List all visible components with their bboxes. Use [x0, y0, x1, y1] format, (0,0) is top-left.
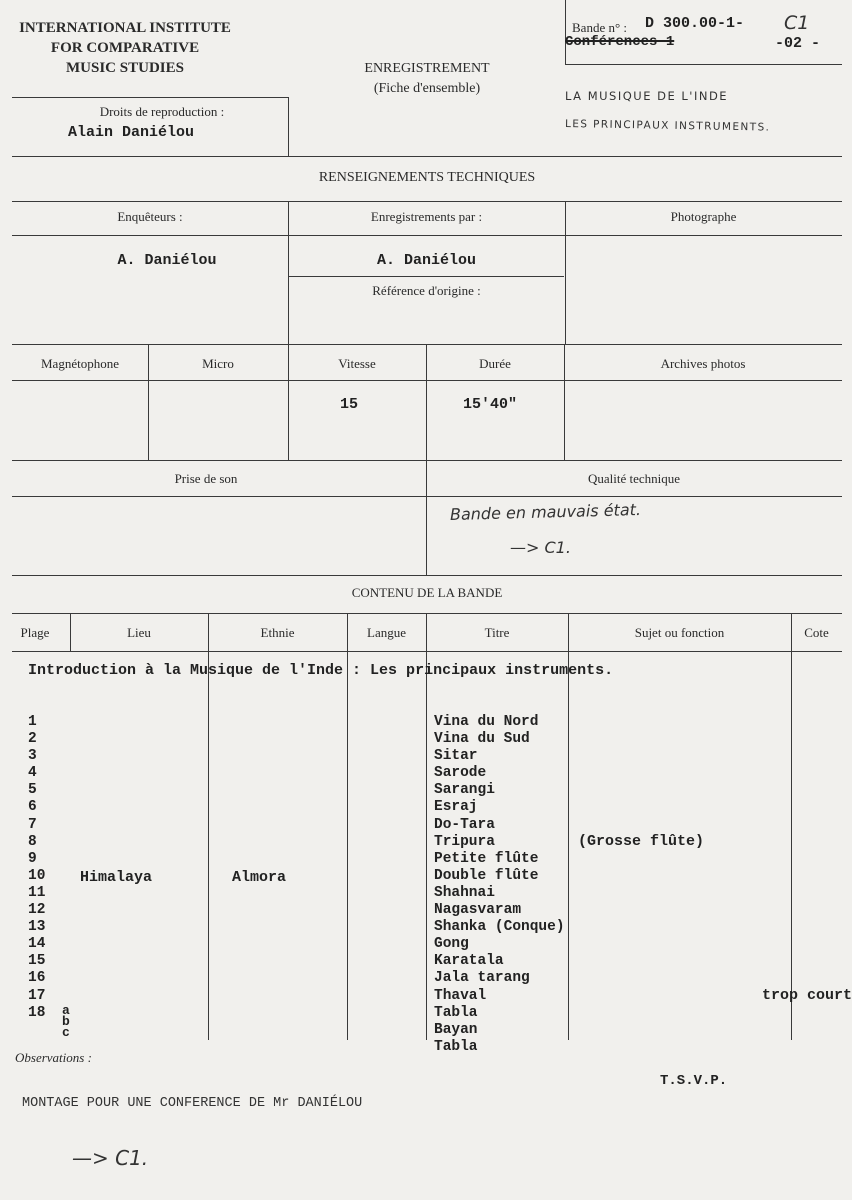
titre-item: Double flûte	[434, 867, 539, 884]
divider	[12, 575, 842, 576]
enqueteurs-label: Enquêteurs :	[117, 209, 183, 224]
institute-line-2: FOR COMPARATIVE	[50, 40, 200, 56]
plage-number: 12	[28, 902, 46, 919]
ethnie-value: Almora	[232, 869, 287, 886]
observations-text: MONTAGE POUR UNE CONFERENCE DE Mr DANIÉLOU	[22, 1096, 363, 1111]
divider	[289, 276, 564, 277]
rights-value: Alain Daniélou	[68, 124, 195, 141]
vitesse-label: Vitesse	[338, 356, 376, 371]
titre-item: Vina du Sud	[434, 731, 530, 748]
titre-item: Thaval	[434, 987, 487, 1004]
bande-box-bottom-border	[565, 64, 842, 65]
col-header-plage: Plage	[20, 625, 50, 640]
handwritten-title-line-2: LES PRINCIPAUX INSTRUMENTS.	[564, 118, 771, 134]
enqueteurs-value: A. Daniélou	[117, 252, 217, 269]
qualite-note: Bande en mauvais état.	[449, 500, 642, 524]
bande-label: Bande n° :	[572, 20, 628, 35]
divider	[12, 380, 842, 381]
qualite-technique-label: Qualité technique	[587, 471, 681, 486]
plage-sub-letters	[62, 1005, 70, 1038]
plage-number: 11	[28, 884, 46, 901]
bande-struck-text: Conférences-1	[565, 34, 675, 50]
plage-numbers	[28, 714, 45, 1022]
plage-number: 4	[28, 765, 37, 782]
divider	[12, 613, 842, 614]
photographe-label: Photographe	[670, 209, 737, 224]
vitesse-value: 15	[340, 396, 359, 413]
titre-item: Tripura	[434, 833, 495, 850]
plage-number: 3	[28, 748, 37, 765]
titre-item: Vina du Nord	[434, 714, 539, 730]
divider	[12, 496, 842, 497]
qualite-reference: —> C1.	[510, 538, 571, 557]
divider	[12, 201, 842, 202]
rights-label: Droits de reproduction :	[99, 104, 225, 119]
titre-item: Sarangi	[434, 782, 495, 799]
titre-item: Sarode	[434, 765, 487, 782]
col-header-langue: Langue	[367, 625, 406, 640]
titre-item: Shanka (Conque)	[434, 919, 565, 936]
plage-number: 16	[28, 970, 46, 987]
rights-box-top-border	[12, 97, 289, 98]
bande-code-handwritten: C1	[784, 12, 810, 34]
titre-item: Gong	[434, 936, 469, 953]
micro-label: Micro	[202, 356, 234, 371]
institute-line-3: MUSIC STUDIES	[66, 60, 184, 76]
reference-label: Référence d'origine :	[372, 283, 481, 298]
plage-sub-letter: a	[62, 1003, 70, 1018]
contents-intro: Introduction à la Musique de l'Inde : Les principaux instruments.	[28, 662, 614, 679]
bande-box-left-border	[565, 0, 566, 64]
titre-item: Petite flûte	[434, 850, 539, 867]
plage-number: 14	[28, 936, 46, 953]
titre-item: Tabla	[434, 1038, 478, 1055]
bande-number: D 300.00-1-	[645, 15, 745, 32]
magnetophone-label: Magnétophone	[41, 356, 119, 371]
plage-number: 6	[28, 799, 37, 816]
institute-name	[12, 18, 238, 78]
col-header-lieu: Lieu	[127, 625, 151, 640]
sujet-note: (Grosse flûte)	[578, 833, 705, 850]
enregistrements-label: Enregistrements par :	[370, 209, 483, 224]
tsvp: T.S.V.P.	[660, 1073, 728, 1089]
observations-reference: —> C1.	[72, 1146, 149, 1170]
divider	[12, 235, 842, 236]
bande-code-bottom: -02 -	[775, 35, 821, 52]
plage-number: 1	[28, 714, 37, 730]
divider	[12, 156, 842, 157]
plage-number: 2	[28, 731, 37, 748]
plage-number: 15	[28, 953, 46, 970]
duree-value: 15'40"	[463, 396, 518, 413]
col-header-sujet: Sujet ou fonction	[634, 625, 725, 640]
plage-number: 18	[28, 1004, 46, 1021]
divider	[12, 651, 842, 652]
titre-item: Shahnai	[434, 884, 495, 901]
titre-item: Esraj	[434, 799, 478, 816]
titre-item: Jala tarang	[434, 970, 530, 987]
plage-number: 17	[28, 987, 46, 1004]
plage-number: 13	[28, 919, 46, 936]
plage-sub-letter: c	[62, 1025, 70, 1040]
titre-item: Karatala	[434, 953, 504, 970]
divider	[12, 460, 842, 461]
plage-number: 10	[28, 867, 46, 884]
col-header-titre: Titre	[484, 625, 510, 640]
duree-label: Durée	[479, 356, 511, 371]
plage-sub-letter: b	[62, 1014, 70, 1029]
institute-line-1: INTERNATIONAL INSTITUTE	[19, 20, 231, 36]
handwritten-title-line-1: LA MUSIQUE DE L'INDE	[565, 89, 729, 103]
plage-number: 8	[28, 833, 37, 850]
titre-list	[434, 714, 565, 1056]
titre-item: Sitar	[434, 748, 478, 765]
observations-label: Observations :	[15, 1050, 92, 1065]
form-subtitle: (Fiche d'ensemble)	[373, 81, 481, 96]
col-header-cote: Cote	[804, 625, 829, 640]
cote-note: trop court	[762, 987, 852, 1004]
plage-number: 9	[28, 850, 37, 867]
contents-heading: CONTENU DE LA BANDE	[351, 585, 503, 600]
technical-heading: RENSEIGNEMENTS TECHNIQUES	[318, 170, 536, 185]
col-header-ethnie: Ethnie	[260, 625, 295, 640]
titre-item: Tabla	[434, 1004, 478, 1021]
divider	[12, 344, 842, 345]
plage-number: 7	[28, 816, 37, 833]
form-title: ENREGISTREMENT	[364, 61, 490, 76]
titre-item: Bayan	[434, 1021, 478, 1038]
lieu-value: Himalaya	[80, 869, 153, 886]
prise-de-son-label: Prise de son	[174, 471, 238, 486]
plage-number: 5	[28, 782, 37, 799]
enregistrements-value: A. Daniélou	[376, 252, 477, 269]
col-divider	[791, 613, 792, 1040]
titre-item: Do-Tara	[434, 816, 495, 833]
archives-photos-label: Archives photos	[660, 356, 746, 371]
titre-item: Nagasvaram	[434, 902, 522, 919]
form-title-block	[327, 59, 527, 99]
